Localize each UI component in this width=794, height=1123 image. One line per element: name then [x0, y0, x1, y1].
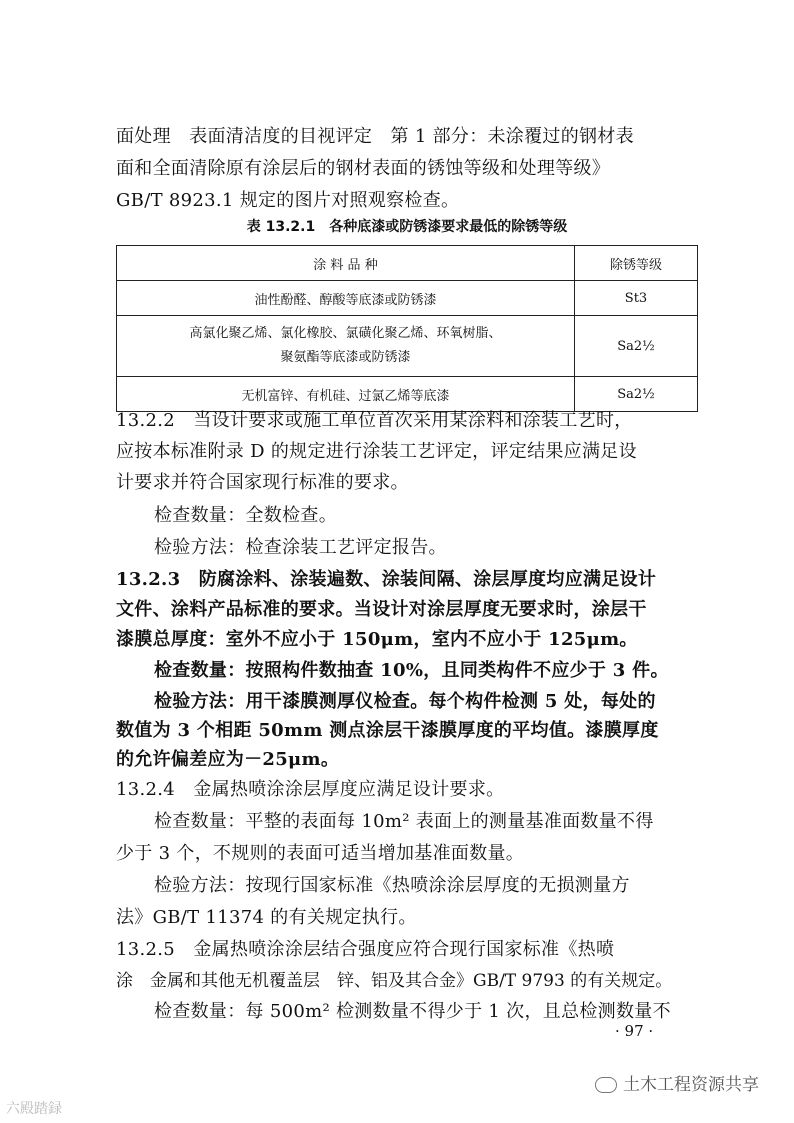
cell-type-cont: 聚氨酯等底漆或防锈漆	[280, 350, 411, 365]
cell-grade: Sa2½	[575, 377, 698, 412]
watermark	[595, 1070, 759, 1095]
header-coating-type: 涂 料 品 种	[117, 246, 575, 281]
cell-grade: Sa2½	[575, 316, 698, 377]
inspection-method: 检验方法：用干漆膜测厚仪检查。每个构件检测 5 处，每处的	[154, 691, 656, 712]
wechat-icon	[595, 1077, 617, 1093]
corner-watermark: 六殿踏録	[6, 1101, 62, 1117]
rust-grade-table	[116, 245, 698, 412]
inspection-method: 检验方法：检查涂装工艺评定报告。	[154, 537, 447, 558]
cell-grade: St3	[575, 281, 698, 316]
inspection-method-line-2: 数值为 3 个相距 50mm 测点涂层干漆膜厚度的平均值。漆膜厚度	[116, 720, 659, 741]
clause-13-2-5-line-2: 涂 金属和其他无机覆盖层 锌、铝及其合金》GB/T 9793 的有关规定。	[116, 971, 673, 991]
header-rust-grade: 除锈等级	[575, 246, 698, 281]
table-row	[117, 281, 698, 316]
clause-13-2-4: 13.2.4 金属热喷涂涂层厚度应满足设计要求。	[116, 779, 505, 800]
clause-13-2-5-line-1: 13.2.5 金属热喷涂涂层结合强度应符合现行国家标准《热喷	[116, 939, 615, 960]
clause-13-2-3-line-1: 13.2.3 防腐涂料、涂装遍数、涂装间隔、涂层厚度均应满足设计	[116, 569, 657, 590]
inspection-quantity: 检查数量：全数检查。	[154, 505, 337, 526]
watermark-text: 土木工程资源共享	[623, 1075, 759, 1095]
inspection-quantity-line-2: 少于 3 个，不规则的表面可适当增加基准面数量。	[116, 843, 525, 864]
table-row	[117, 316, 698, 377]
cell-type: 无机富锌、有机硅、过氯乙烯等底漆	[117, 377, 575, 412]
cell-type: 油性酚醛、醇酸等底漆或防锈漆	[117, 281, 575, 316]
table-header-row	[117, 246, 698, 281]
page-number: · 97 ·	[615, 1022, 654, 1040]
inspection-method-line-2: 法》GB/T 11374 的有关规定执行。	[116, 907, 417, 928]
clause-13-2-2-line-2: 应按本标准附录 D 的规定进行涂装工艺评定，评定结果应满足设	[116, 441, 637, 462]
inspection-quantity: 检查数量：按照构件数抽查 10%，且同类构件不应少于 3 件。	[154, 660, 669, 681]
cell-type: 高氯化聚乙烯、氯化橡胶、氯磺化聚乙烯、环氧树脂、	[189, 326, 502, 341]
clause-13-2-3-line-3: 漆膜总厚度：室外不应小于 150μm，室内不应小于 125μm。	[116, 629, 638, 650]
inspection-quantity: 检查数量：平整的表面每 10m² 表面上的测量基准面数量不得	[154, 811, 654, 832]
table-caption: 表 13.2.1 各种底漆或防锈漆要求最低的除锈等级	[246, 219, 568, 235]
inspection-quantity: 检查数量：每 500m² 检测数量不得少于 1 次，且总检测数量不	[154, 1001, 671, 1022]
clause-13-2-2-line-1: 13.2.2 当设计要求或施工单位首次采用某涂料和涂装工艺时，	[116, 410, 633, 431]
table-row	[117, 377, 698, 412]
clause-13-2-2-line-3: 计要求并符合国家现行标准的要求。	[116, 472, 409, 493]
intro-line-3: GB/T 8923.1 规定的图片对照观察检查。	[116, 190, 460, 211]
inspection-method-line-3: 的允许偏差应为－25μm。	[116, 749, 340, 770]
clause-13-2-3-line-2: 文件、涂料产品标准的要求。当设计对涂层厚度无要求时，涂层干	[116, 599, 647, 620]
intro-line-1: 面处理 表面清洁度的目视评定 第 1 部分：未涂覆过的钢材表	[116, 126, 634, 147]
intro-line-2: 面和全面清除原有涂层后的钢材表面的锈蚀等级和处理等级》	[116, 158, 611, 179]
inspection-method: 检验方法：按现行国家标准《热喷涂涂层厚度的无损测量方	[154, 875, 630, 896]
